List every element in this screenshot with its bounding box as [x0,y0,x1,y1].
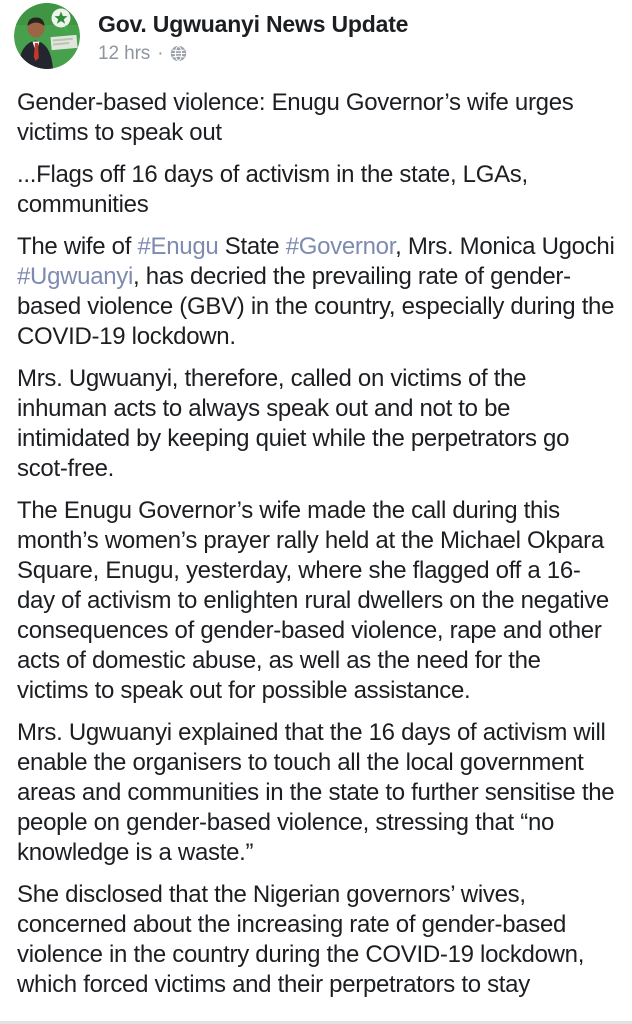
page-name-link[interactable]: Gov. Ugwuanyi News Update [98,11,409,37]
page-avatar[interactable] [14,3,80,69]
globe-icon [170,45,187,62]
paragraph-text: Mrs. Ugwuanyi, therefore, called on victims of the inhuman acts to always speak out and not to be intimidated by keeping quiet while the perpetrators go scot-free. [17,365,570,482]
paragraph-text: The wife of [17,233,138,260]
post-paragraph [17,160,615,220]
post-paragraph [17,880,615,1000]
hashtag-link[interactable]: #Governor [285,233,396,260]
header-text [98,3,408,65]
paragraph-text: She disclosed that the Nigerian governors’ wives, concerned about the increasing rate of gender-based violence in the country during the COVID-19 lockdown, which forced victims and their perpetrators to stay [17,881,585,998]
post-paragraph [17,718,615,868]
post-paragraph [17,364,615,484]
post-paragraph [17,232,615,352]
post-header [14,3,408,69]
paragraph-text: State [218,233,286,260]
hashtag-link[interactable]: #Ugwuanyi [17,263,134,290]
meta-separator: · [157,42,164,64]
paragraph-text: The Enugu Governor’s wife made the call during this month’s women’s prayer rally held at the Michael Okpara Square, Enugu, yesterday, where she flagged off a 16-day of activism to enlighten rural dwellers on the negative consequences of gender-based violence, rape and other acts of domestic abuse, as well as the need for the victims to speak out for possible assistance. [17,497,609,704]
post-body [17,88,615,1012]
post-meta [98,43,408,65]
paragraph-text: , has decried the prevailing rate of gender-based violence (GBV) in the country, especially during the COVID-19 lockdown. [17,263,615,350]
paragraph-text: Gender-based violence: Enugu Governor’s wife urges victims to speak out [17,89,574,146]
post-paragraph [17,496,615,706]
paragraph-text: Mrs. Ugwuanyi explained that the 16 days of activism will enable the organisers to touch all the local government areas and communities in the state to further sensitise the people on gender-based violence, stressing that “no knowledge is a waste.” [17,719,615,866]
page-avatar-image [14,3,80,69]
paragraph-text: , Mrs. Monica Ugochi [395,233,615,260]
post-paragraph [17,88,615,148]
paragraph-text: ...Flags off 16 days of activism in the state, LGAs, communities [17,161,528,218]
hashtag-link[interactable]: #Enugu [137,233,219,260]
timestamp[interactable]: 12 hrs [98,42,151,64]
